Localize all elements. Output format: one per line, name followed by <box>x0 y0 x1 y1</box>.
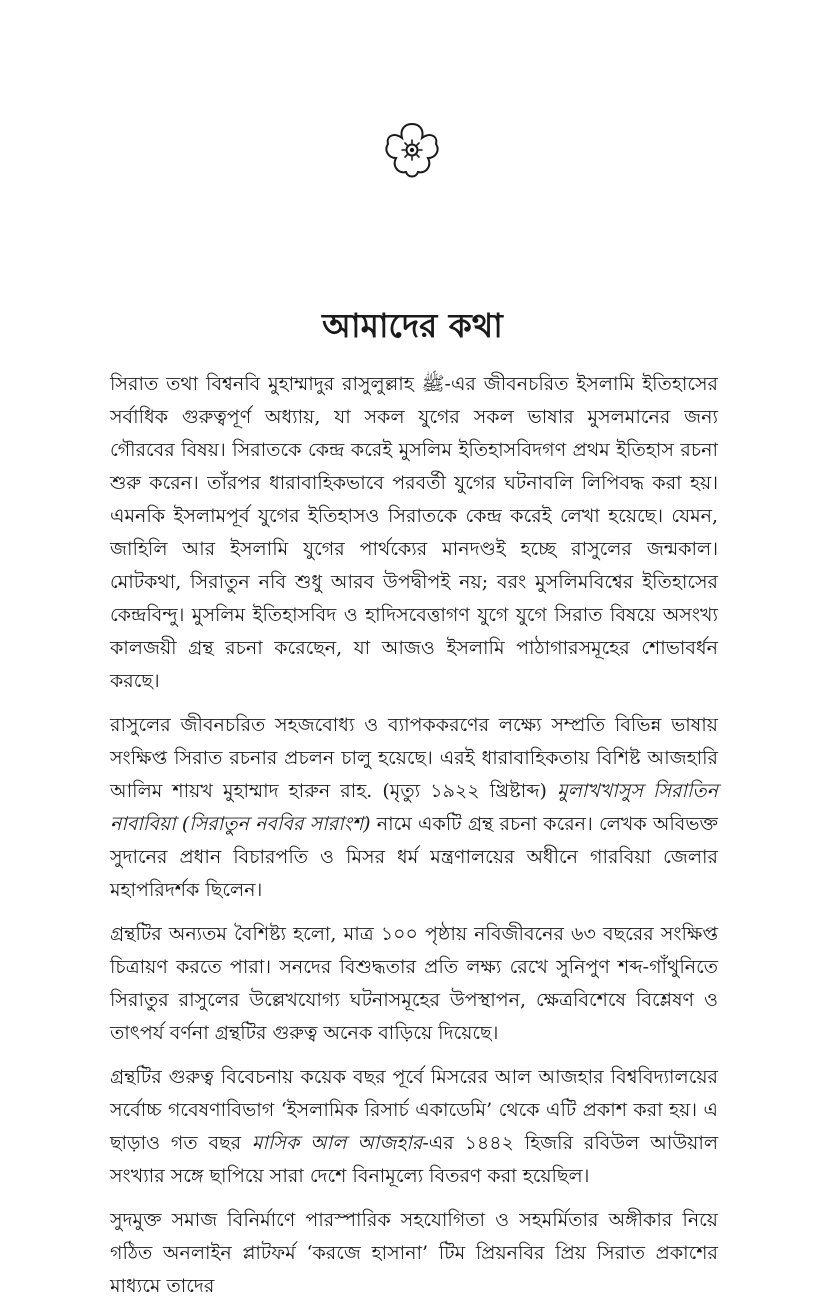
paragraph <box>110 1061 718 1193</box>
flower-ornament-icon <box>380 118 444 182</box>
body-text <box>110 368 718 1314</box>
paragraph <box>110 368 718 698</box>
paragraph-text: গ্রন্থটির গুরুত্ব বিবেচনায় কয়েক বছর পূর্বে মিসরের আল আজহার বিশ্ববিদ্যালয়ের সর্বোচ্চ গবেষণাবিভাগ ‘ইসলামিক রিসার্চ একাডেমি’ থেকে এটি প্রকাশ করা হয়। এ ছাড়াও গত বছর <box>110 1066 718 1154</box>
paragraph-text: গ্রন্থটির অন্যতম বৈশিষ্ট্য হলো, মাত্র ১০০ পৃষ্ঠায় নবিজীবনের ৬৩ বছরের সংক্ষিপ্ত চিত্রায়ণ করতে পারা। সনদের বিশুদ্ধতার প্রতি লক্ষ্য রেখে সুনিপুণ শব্দ-গাঁথুনিতে সিরাতুর রাসুলের উল্লেখযোগ্য ঘটনাসমূহের উপস্থাপন, ক্ষেত্রবিশেষে বিশ্লেষণ ও তাৎপর্য বর্ণনা গ্রন্থটির গুরুত্ব অনেক বাড়িয়ে দিয়েছে। <box>110 923 718 1044</box>
paragraph <box>110 1204 718 1303</box>
paragraph-text: নামে একটি গ্রন্থ রচনা করেন। লেখক অবিভক্ত সুদানের প্রধান বিচারপতি ও মিসর ধর্ম মন্ত্রণালয়ের অধীনে গারবিয়া জেলার মহাপরিদর্শক ছিলেন। <box>110 813 718 901</box>
paragraph-text: সিরাত তথা বিশ্বনবি মুহাম্মাদুর রাসুলুল্লাহ ﷺ-এর জীবনচরিত ইসলামি ইতিহাসের সর্বাধিক গুরুত্বপূর্ণ অধ্যায়, যা সকল যুগের সকল ভাষার মুসলমানের জন্য গৌরবের বিষয়। সিরাতকে কেন্দ্র করেই মুসলিম ইতিহাসবিদগণ প্রথম ইতিহাস রচনা শুরু করেন। তাঁরপর ধারাবাহিকভাবে পরবর্তী যুগের ঘটনাবলি লিপিবদ্ধ করা হয়। এমনকি ইসলামপূর্ব যুগের ইতিহাসও সিরাতকে কেন্দ্র করেই লেখা হয়েছে। যেমন, জাহিলি আর ইসলামি যুগের পার্থক্যের মানদণ্ডই হচ্ছে রাসুলের জন্মকাল। মোটকথা, সিরাতুন নবি শুধু আরব উপদ্বীপই নয়; বরং মুসলিমবিশ্বের ইতিহাসের কেন্দ্রবিন্দু। মুসলিম ইতিহাসবিদ ও হাদিসবেত্তাগণ যুগে যুগে সিরাত বিষয়ে অসংখ্য কালজয়ী গ্রন্থ রচনা করেছেন, যা আজও ইসলামি পাঠাগারসমূহের শোভাবর্ধন করছে। <box>110 373 719 692</box>
paragraph-text: -এর ১৪৪২ হিজরি রবিউল আউয়াল সংখ্যার সঙ্গে ছাপিয়ে সারা দেশে বিনামূল্যে বিতরণ করা হয়েছিল। <box>110 1132 719 1187</box>
page-title: আমাদের কথা <box>322 306 503 345</box>
paragraph-text: সুদমুক্ত সমাজ বিনির্মাণে পারস্পারিক সহযোগিতা ও সহমর্মিতার অঙ্গীকার নিয়ে গঠিত অনলাইন প্লাটফর্ম ‘করজে হাসানা’ টিম প্রিয়নবির প্রিয় সিরাত প্রকাশের মাধ্যমে তাদের <box>110 1209 718 1297</box>
paragraph <box>110 709 718 907</box>
italic-title-text: মাসিক আল আজহার <box>251 1132 423 1154</box>
italic-title-text: মুলাখখাসুস সিরাতিন নাবাবিয়া (সিরাতুন নববির সারাংশ) <box>110 780 718 835</box>
paragraph <box>110 918 718 1050</box>
paragraph-text: রাসুলের জীবনচরিত সহজবোধ্য ও ব্যাপককরণের লক্ষ্যে সম্প্রতি বিভিন্ন ভাষায় সংক্ষিপ্ত সিরাত রচনার প্রচলন চালু হয়েছে। এরই ধারাবাহিকতায় বিশিষ্ট আজহারি আলিম শায়খ মুহাম্মাদ হারুন রাহ. (মৃত্যু ১৯২২ খ্রিষ্টাব্দ) <box>110 714 718 802</box>
